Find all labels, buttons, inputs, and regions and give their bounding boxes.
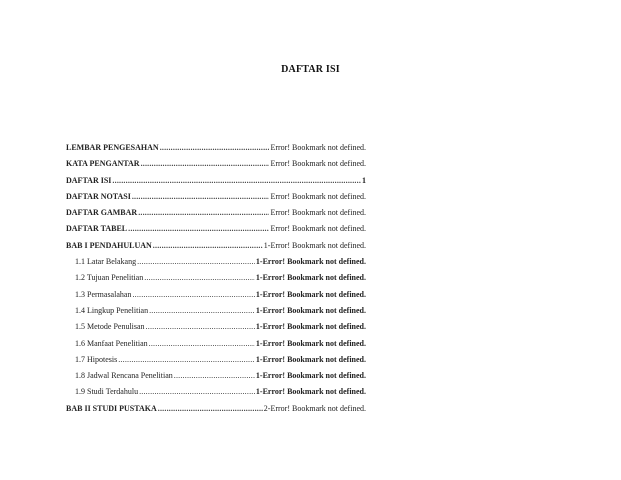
toc-entry-page: 1-Error! Bookmark not defined. [255, 305, 366, 315]
toc-entry[interactable] [66, 221, 366, 237]
toc-entry-label: 1.6 Manfaat Penelitian [75, 338, 148, 348]
toc-entry-label: 1.4 Lingkup Penelitian [75, 305, 149, 315]
toc-dot-leader [128, 221, 269, 237]
toc-entry-page: Error! Bookmark not defined. [270, 224, 366, 234]
toc-entry-label: BAB II STUDI PUSTAKA [66, 403, 157, 413]
toc-entry[interactable] [66, 384, 366, 400]
toc-dot-leader [158, 401, 263, 417]
table-of-contents [66, 140, 366, 417]
toc-entry[interactable] [66, 303, 366, 319]
toc-entry-label: KATA PENGANTAR [66, 159, 140, 169]
toc-entry-page: 1-Error! Bookmark not defined. [255, 273, 366, 283]
toc-entry[interactable] [66, 368, 366, 384]
toc-dot-leader [112, 173, 361, 189]
toc-entry[interactable] [66, 336, 366, 352]
toc-entry-label: DAFTAR GAMBAR [66, 208, 138, 218]
toc-entry-page: 1-Error! Bookmark not defined. [255, 257, 366, 267]
toc-entry-page: 1-Error! Bookmark not defined. [255, 371, 366, 381]
toc-entry[interactable] [66, 270, 366, 286]
toc-entry-page: Error! Bookmark not defined. [270, 159, 366, 169]
toc-dot-leader [149, 303, 255, 319]
page-title: DAFTAR ISI [281, 64, 340, 75]
toc-entry[interactable] [66, 238, 366, 254]
toc-entry[interactable] [66, 140, 366, 156]
toc-entry-label: 1.8 Jadwal Rencana Penelitian [75, 371, 173, 381]
toc-entry[interactable] [66, 189, 366, 205]
toc-entry-label: 1.1 Latar Belakang [75, 257, 137, 267]
toc-entry-page: 1-Error! Bookmark not defined. [255, 322, 366, 332]
toc-dot-leader [144, 270, 255, 286]
toc-entry[interactable] [66, 173, 366, 189]
toc-dot-leader [146, 319, 255, 335]
toc-entry-label: 1.3 Permasalahan [75, 289, 132, 299]
toc-entry-page: Error! Bookmark not defined. [270, 208, 366, 218]
toc-dot-leader [132, 287, 254, 303]
toc-entry-label: 1.7 Hipotesis [75, 354, 118, 364]
toc-dot-leader [132, 189, 270, 205]
toc-entry-label: DAFTAR TABEL [66, 224, 128, 234]
toc-entry-page: Error! Bookmark not defined. [270, 143, 366, 152]
toc-entry-label: DAFTAR NOTASI [66, 191, 131, 201]
toc-dot-leader [137, 254, 255, 270]
toc-entry[interactable] [66, 254, 366, 270]
toc-dot-leader [118, 352, 255, 368]
toc-entry-label: 1.2 Tujuan Penelitian [75, 273, 144, 283]
toc-dot-leader [153, 238, 263, 254]
toc-entry-label: 1.5 Metode Penulisan [75, 322, 145, 332]
toc-entry-page: 1-Error! Bookmark not defined. [255, 387, 366, 397]
toc-entry-page: 1-Error! Bookmark not defined. [255, 354, 366, 364]
toc-entry-page: 1-Error! Bookmark not defined. [255, 338, 366, 348]
toc-dot-leader [139, 384, 255, 400]
toc-entry[interactable] [66, 319, 366, 335]
toc-entry[interactable] [66, 352, 366, 368]
toc-entry-page: 2-Error! Bookmark not defined. [263, 403, 366, 413]
toc-entry-page: 1-Error! Bookmark not defined. [255, 289, 366, 299]
toc-entry-label: LEMBAR PENGESAHAN [66, 143, 159, 152]
toc-entry[interactable] [66, 401, 366, 417]
toc-dot-leader [174, 368, 255, 384]
toc-entry-label: BAB I PENDAHULUAN [66, 240, 152, 250]
toc-dot-leader [160, 140, 270, 156]
toc-entry-page: Error! Bookmark not defined. [270, 191, 366, 201]
toc-entry-page: 1 [362, 175, 366, 185]
toc-dot-leader [149, 336, 255, 352]
toc-entry[interactable] [66, 205, 366, 221]
toc-entry[interactable] [66, 156, 366, 172]
toc-entry-label: 1.9 Studi Terdahulu [75, 387, 139, 397]
toc-entry[interactable] [66, 287, 366, 303]
toc-entry-page: 1-Error! Bookmark not defined. [263, 240, 366, 250]
toc-dot-leader [138, 205, 269, 221]
toc-entry-label: DAFTAR ISI [66, 175, 112, 185]
toc-dot-leader [141, 156, 270, 172]
